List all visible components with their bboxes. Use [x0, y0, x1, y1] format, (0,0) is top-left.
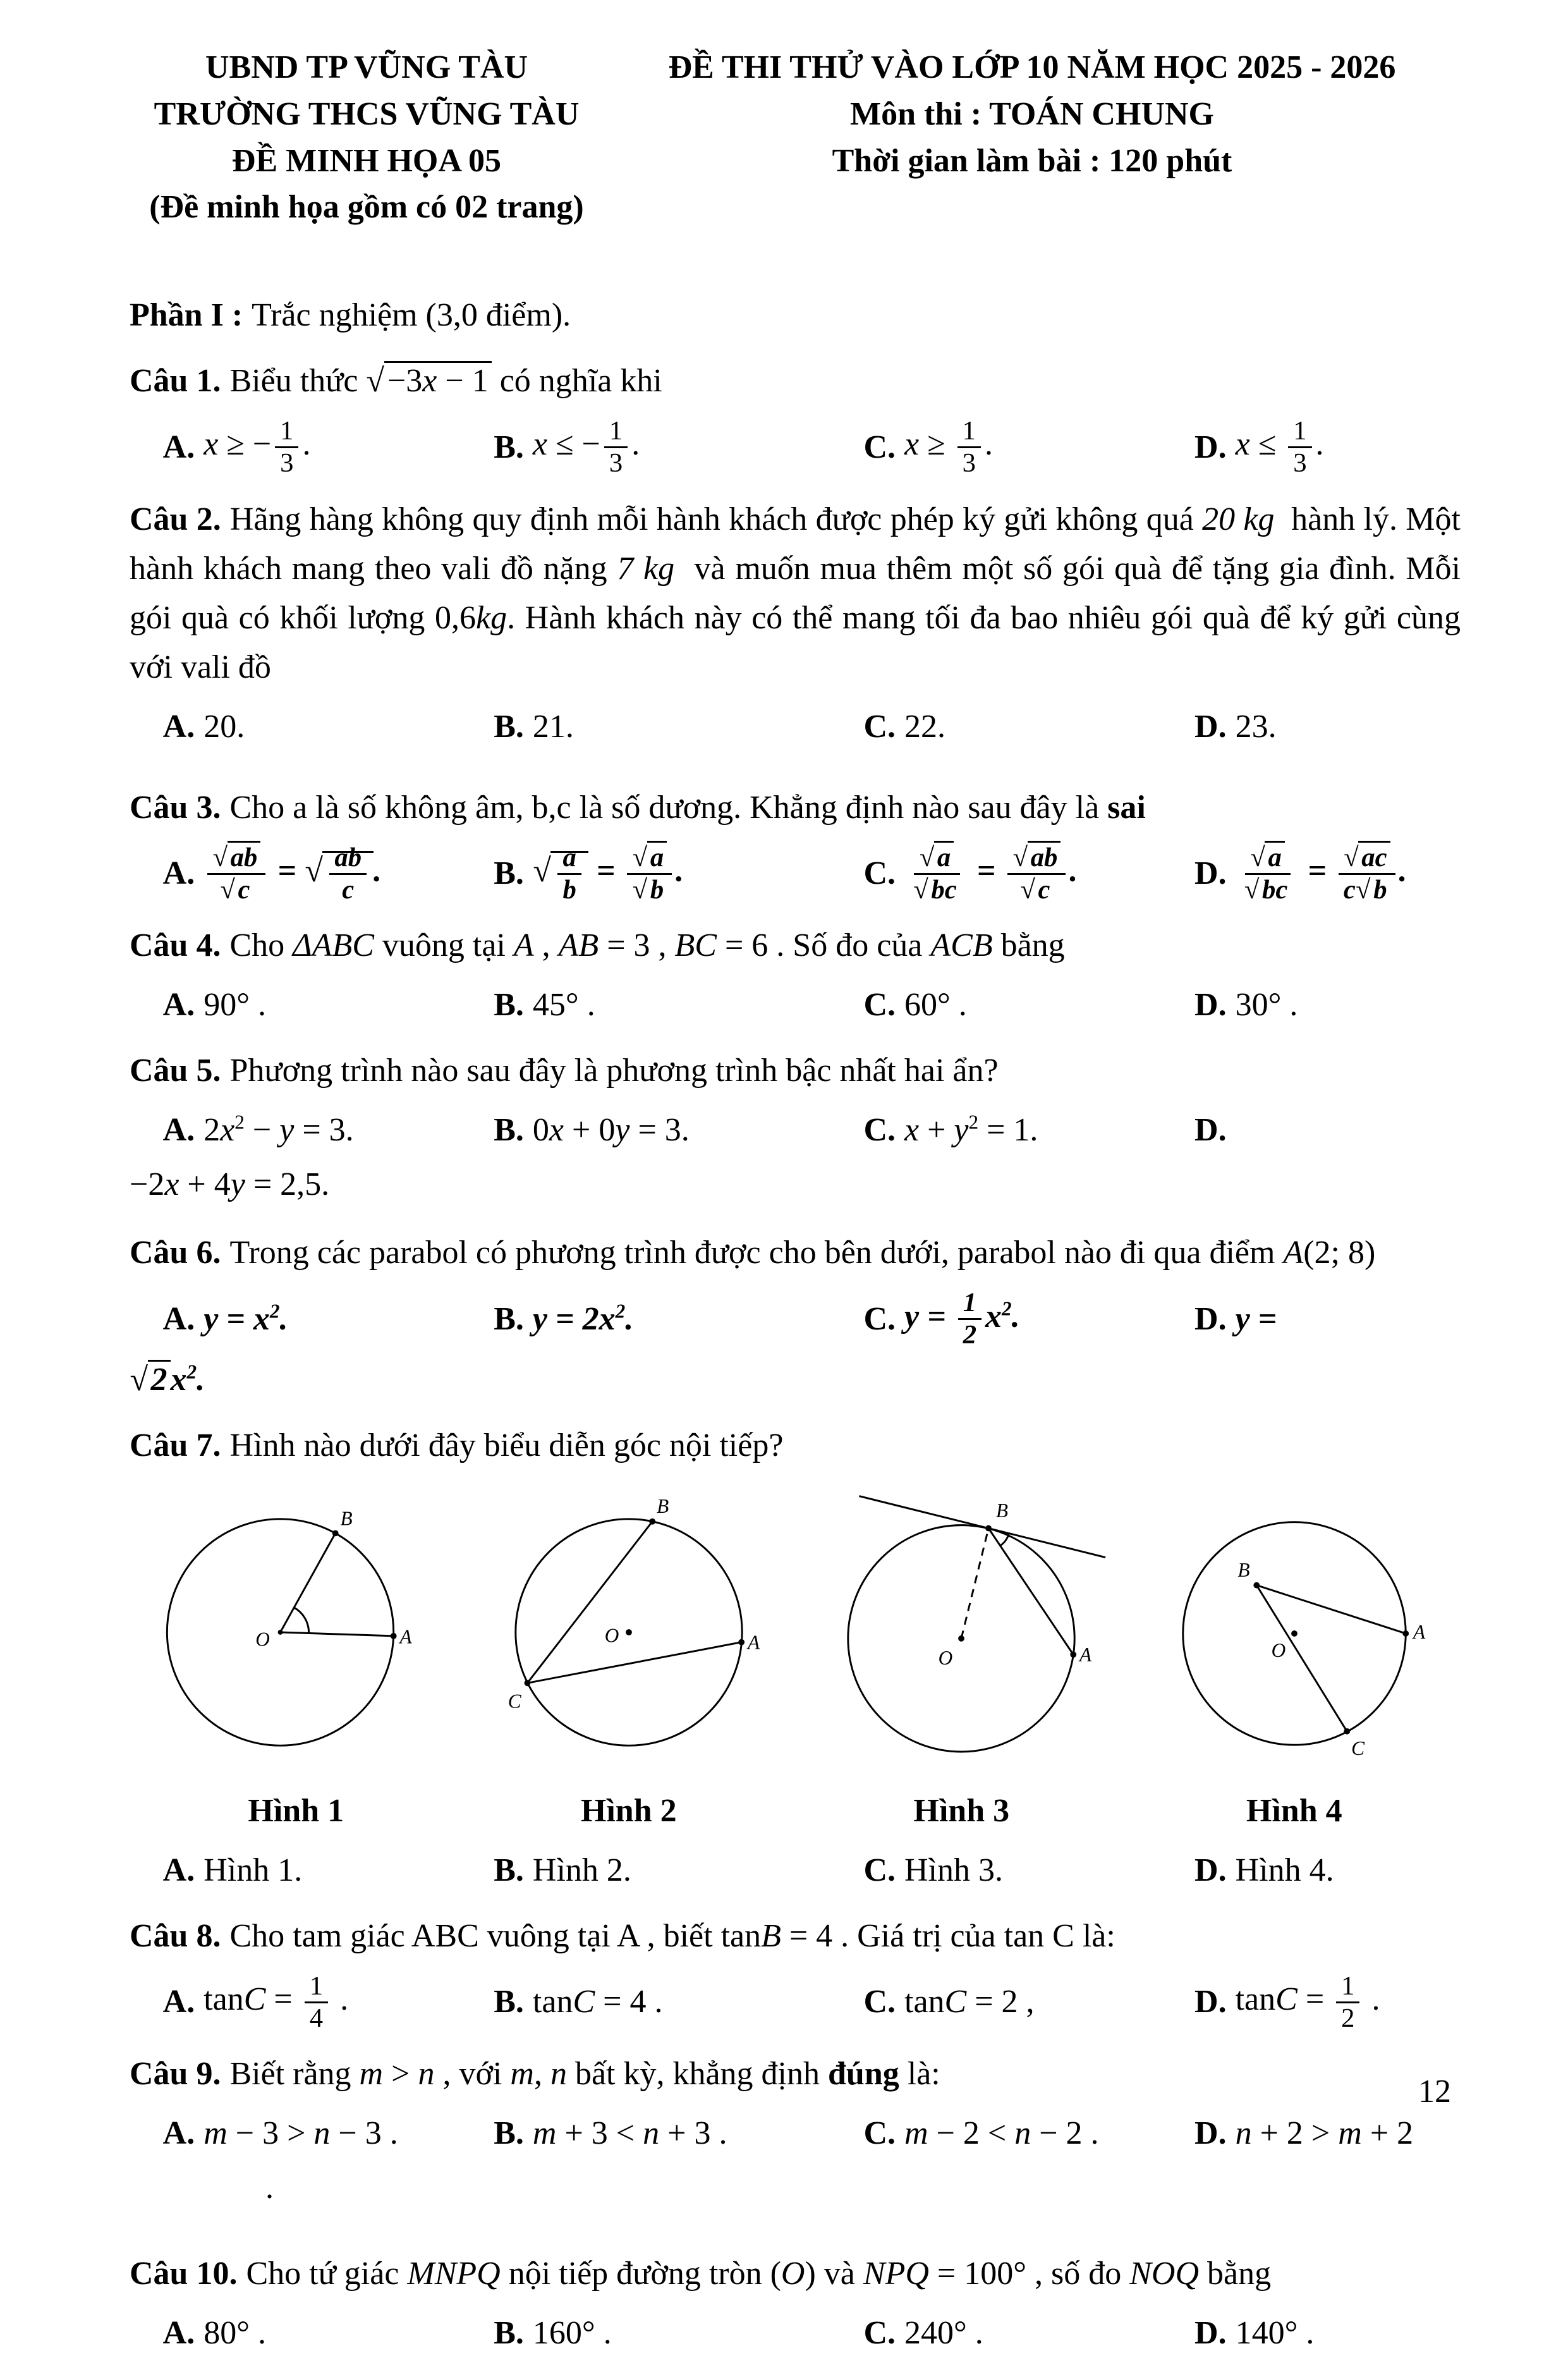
question-10-option-c [863, 2309, 1194, 2358]
option-value: n + 2 > m + 2 [1235, 2115, 1414, 2152]
section-title-bold: Phần I : [130, 297, 243, 334]
caption-hinh-3: Hình 3 [913, 1792, 1010, 1829]
header-left-block [130, 44, 604, 231]
question-5-line [130, 1046, 1461, 1096]
option-value: y = $\frac{1}{2}$ $x^2$. [904, 1288, 1020, 1350]
question-8-option-c [863, 1977, 1194, 2027]
question-7-figures [130, 1487, 1461, 1778]
option-value: √ $\frac{a}{b}$ = $\frac{√ a}{√ b}$ . [533, 843, 684, 905]
exam-duration: Thời gian làm bài : 120 phút [832, 142, 1232, 179]
question-2-option-b [494, 702, 863, 752]
circle-interior-vertex-figure [1146, 1487, 1443, 1778]
figure-hinh-1 [130, 1487, 463, 1778]
exam-content [130, 291, 1461, 2358]
circle-inscribed-angle-figure [480, 1487, 777, 1778]
question-4-text: Cho ΔABC vuông tại A , AB = 3 , BC = 6 . Số đo của ACB bằng [229, 927, 1065, 964]
question-1 [130, 357, 1461, 479]
question-5-option-b [494, 1106, 863, 1155]
option-letter: B. [494, 2315, 524, 2352]
question-9-text: Biết rằng m > n , với m, n bất kỳ, khẳng định đúng là: [229, 2056, 940, 2092]
option-letter: B. [494, 429, 524, 465]
question-4-line [130, 921, 1461, 970]
exam-code: ĐỀ MINH HỌA 05 [231, 142, 502, 179]
option-value: x ≥ − $\frac{1}{3}$ . [204, 416, 311, 479]
option-value: 90° . [204, 987, 266, 1023]
question-1-number: Câu 1. [130, 363, 221, 400]
option-value: $x + y^2 = 1$. [904, 1111, 1038, 1149]
header-right-block [604, 44, 1461, 231]
option-value: m + 3 < n + 3 . [532, 2115, 727, 2152]
question-5-option-d-continuation: −2x + 4y = 2,5. [130, 1166, 330, 1203]
question-7-text: Hình nào dưới đây biểu diễn góc nội tiếp? [229, 1427, 784, 1463]
option-letter: A. [162, 1984, 195, 2020]
caption-hinh-4: Hình 4 [1246, 1792, 1342, 1829]
option-letter: A. [162, 1112, 195, 1149]
page-number: 12 [1418, 2074, 1451, 2110]
question-8 [130, 1912, 1461, 2034]
option-letter: A. [162, 1852, 195, 1888]
question-7-option-d [1194, 1846, 1461, 1895]
question-6-option-d-continuation: $√2x^2$. [130, 1360, 205, 1398]
option-value: Hình 4. [1235, 1852, 1334, 1888]
option-letter: B. [494, 855, 524, 892]
option-letter: C. [863, 1852, 896, 1888]
question-8-line [130, 1912, 1461, 1961]
circle-tangent-chord-figure [813, 1487, 1110, 1778]
question-9-number: Câu 9. [130, 2056, 221, 2092]
question-10-options [130, 2309, 1461, 2358]
option-value: $\frac{√ ab}{√ c}$ = √ $\frac{ab}{c}$ . [204, 843, 382, 905]
question-4 [130, 921, 1461, 1030]
option-value: 60° . [904, 987, 967, 1023]
question-7-number: Câu 7. [130, 1427, 221, 1463]
option-letter: B. [494, 987, 524, 1023]
question-9-option-d [1194, 2109, 1461, 2158]
option-letter: D. [1194, 855, 1227, 892]
question-8-option-a [163, 1971, 494, 2034]
question-3-option-c [863, 843, 1194, 905]
option-letter: A. [162, 429, 195, 465]
question-3-line [130, 783, 1461, 833]
question-8-options [130, 1971, 1461, 2034]
option-value: $2x^2 - y = 3$. [204, 1111, 354, 1149]
option-value: tanC = $\frac{1}{4}$ . [204, 1970, 349, 2033]
option-letter: C. [863, 2315, 896, 2352]
question-7-option-c [863, 1846, 1194, 1895]
figure-hinh-2 [463, 1487, 796, 1778]
question-2-text: Hãng hàng không quy định mỗi hành khách được phép ký gửi không quá 20 kg hành lý. Một hành khách mang theo vali đồ nặng 7 kg và muốn mua thêm một số gói quà để tặng gia đình. Mỗi gói quà có khối lượng 0,6kg. Hành khách này có thể mang tối đa bao nhiêu gói quà để ký gửi cùng với vali đồ [130, 501, 1461, 685]
question-2-option-d [1194, 702, 1461, 752]
option-letter: C. [863, 987, 896, 1023]
question-6-text: Trong các parabol có phương trình được cho bên dưới, parabol nào đi qua điểm A(2; 8) [229, 1235, 1376, 1271]
option-letter: D. [1194, 2315, 1227, 2352]
question-3 [130, 783, 1461, 905]
question-6-line [130, 1228, 1461, 1278]
question-1-option-c [863, 416, 1194, 479]
question-7 [130, 1421, 1461, 1895]
point-label-o: O [938, 1646, 953, 1669]
question-7-option-b [494, 1846, 863, 1895]
question-6-option-b [494, 1295, 863, 1344]
question-6-option-d [1194, 1295, 1461, 1344]
question-8-option-d [1194, 1971, 1461, 2034]
option-letter: D. [1194, 429, 1227, 465]
section-title-rest: Trắc nghiệm (3,0 điểm). [252, 297, 571, 334]
point-label-b: B [340, 1507, 353, 1530]
question-10-line [130, 2249, 1461, 2299]
option-letter: A. [162, 2315, 195, 2352]
option-letter: D. [1194, 708, 1227, 745]
option-value: 0x + 0y = 3. [532, 1112, 690, 1149]
point-label-b: B [1237, 1558, 1250, 1581]
option-value: 80° . [204, 2315, 266, 2352]
option-value: m − 3 > n − 3 . [204, 2115, 398, 2152]
option-letter: C. [863, 855, 896, 892]
option-letter: A. [162, 987, 195, 1023]
option-letter: D. [1194, 1852, 1227, 1888]
caption-hinh-2: Hình 2 [580, 1792, 677, 1829]
question-10-text: Cho tứ giác MNPQ nội tiếp đường tròn (O) và NPQ = 100° , số đo NOQ bằng [246, 2256, 1272, 2292]
option-letter: C. [863, 708, 896, 745]
figure-hinh-3 [795, 1487, 1128, 1778]
question-3-number: Câu 3. [130, 789, 221, 826]
option-letter: C. [863, 1112, 896, 1149]
option-value: x ≥ $\frac{1}{3}$ . [904, 416, 993, 479]
issuing-authority: UBND TP VŨNG TÀU [205, 49, 528, 85]
exam-subject: Môn thi : TOÁN CHUNG [850, 95, 1214, 132]
question-5-number: Câu 5. [130, 1053, 221, 1089]
question-2-number: Câu 2. [130, 501, 221, 537]
option-value: 160° . [532, 2315, 612, 2352]
option-letter: D. [1194, 1984, 1227, 2020]
point-label-a: A [1079, 1643, 1092, 1666]
point-label-b: B [996, 1499, 1009, 1522]
question-8-text: Cho tam giác ABC vuông tại A , biết tanB = 4 . Giá trị của tan C là: [229, 1917, 1115, 1954]
question-10-option-a [163, 2309, 494, 2358]
question-8-option-b [494, 1977, 863, 2027]
option-value: $\frac{√ a}{√ bc}$ = $\frac{√ ab}{√ c}$ . [904, 843, 1078, 905]
option-value: 22. [904, 708, 945, 745]
point-label-b: B [656, 1494, 669, 1517]
option-letter: B. [494, 708, 524, 745]
question-2-option-c [863, 702, 1194, 752]
question-5-options [130, 1106, 1461, 1155]
figure-hinh-4 [1128, 1487, 1461, 1778]
point-label-a: A [399, 1625, 412, 1648]
point-label-o: O [604, 1624, 619, 1647]
question-3-option-a [163, 843, 494, 905]
option-value: m − 2 < n − 2 . [904, 2115, 1099, 2152]
option-letter: D. [1194, 1112, 1227, 1149]
option-value: x ≤ − $\frac{1}{3}$ . [532, 416, 640, 479]
option-letter: C. [863, 429, 896, 465]
option-value: $y = 2x^2$. [532, 1300, 634, 1337]
question-9-option-a [163, 2109, 494, 2158]
point-label-c: C [507, 1690, 521, 1713]
option-value: 45° . [532, 987, 595, 1023]
question-4-option-b [494, 980, 863, 1030]
question-9-trailing-period: . [265, 2170, 274, 2206]
circle-central-angle-figure [147, 1487, 444, 1778]
question-1-text: Biểu thức √−3x − 1 có nghĩa khi [229, 361, 662, 399]
point-label-o: O [1271, 1639, 1286, 1661]
question-9-option-c [863, 2109, 1194, 2158]
option-letter: D. [1194, 1300, 1227, 1337]
question-2-line [130, 495, 1461, 692]
option-letter: A. [162, 1300, 195, 1337]
option-value: 21. [532, 708, 574, 745]
question-10-option-b [494, 2309, 863, 2358]
option-value: Hình 2. [532, 1852, 631, 1888]
option-letter: A. [162, 855, 195, 892]
option-value: 140° . [1235, 2315, 1315, 2352]
option-value: 30° . [1235, 987, 1298, 1023]
question-4-number: Câu 4. [130, 927, 221, 964]
point-label-a: A [747, 1631, 760, 1654]
question-8-number: Câu 8. [130, 1917, 221, 1954]
option-letter: D. [1194, 987, 1227, 1023]
question-7-option-a [163, 1846, 494, 1895]
option-value: 23. [1235, 708, 1277, 745]
question-9 [130, 2050, 1461, 2213]
point-label-c: C [1351, 1737, 1364, 1759]
question-1-line [130, 357, 1461, 406]
question-9-option-b [494, 2109, 863, 2158]
option-letter: B. [494, 1984, 524, 2020]
question-6-option-c [863, 1288, 1194, 1350]
question-5-text: Phương trình nào sau đây là phương trình bậc nhất hai ẩn? [229, 1053, 999, 1089]
question-6-options [130, 1288, 1461, 1350]
figure-captions [130, 1787, 1461, 1836]
option-letter: D. [1194, 2115, 1227, 2152]
question-9-options [130, 2109, 1461, 2158]
question-2-options [130, 702, 1461, 752]
option-letter: B. [494, 1300, 524, 1337]
question-3-options [130, 843, 1461, 905]
option-value: Hình 3. [904, 1852, 1003, 1888]
question-5-option-a [163, 1106, 494, 1155]
school-name: TRƯỜNG THCS VŨNG TÀU [154, 95, 580, 132]
option-value: $\frac{√ a}{√ bc}$ = $\frac{√ ac}{c√ b}$ . [1236, 843, 1407, 905]
exam-title: ĐỀ THI THỬ VÀO LỚP 10 NĂM HỌC 2025 - 2026 [668, 49, 1396, 85]
point-label-a: A [1413, 1620, 1425, 1643]
caption-hinh-1: Hình 1 [248, 1792, 344, 1829]
question-4-option-a [163, 980, 494, 1030]
question-5-option-c [863, 1106, 1194, 1155]
question-10-number: Câu 10. [130, 2256, 238, 2292]
option-value: tanC = 2 , [904, 1984, 1035, 2020]
option-value: 240° . [904, 2315, 983, 2352]
question-6-number: Câu 6. [130, 1235, 221, 1271]
question-9-line [130, 2050, 1461, 2099]
question-10-option-d [1194, 2309, 1461, 2358]
question-7-options [130, 1846, 1461, 1895]
question-5 [130, 1046, 1461, 1209]
question-4-option-d [1194, 980, 1461, 1030]
option-letter: B. [494, 1112, 524, 1149]
question-3-text: Cho a là số không âm, b,c là số dương. Khẳng định nào sau đây là sai [229, 789, 1146, 826]
question-1-option-a [163, 416, 494, 479]
question-10 [130, 2249, 1461, 2358]
option-letter: A. [162, 708, 195, 745]
option-value: $y = x^2$. [204, 1300, 288, 1337]
option-letter: C. [863, 1984, 896, 2020]
option-value: tanC = 4 . [532, 1984, 663, 2020]
page-count-note: (Đề minh họa gồm có 02 trang) [149, 189, 584, 226]
option-value: x ≤ $\frac{1}{3}$ . [1235, 416, 1324, 479]
question-2-option-a [163, 702, 494, 752]
question-2 [130, 495, 1461, 752]
option-value: y = [1235, 1300, 1277, 1337]
question-6-option-a [163, 1295, 494, 1344]
question-3-option-b [494, 843, 863, 905]
question-1-option-d [1194, 416, 1461, 479]
option-letter: C. [863, 2115, 896, 2152]
question-1-option-b [494, 416, 863, 479]
option-letter: B. [494, 2115, 524, 2152]
option-letter: A. [162, 2115, 195, 2152]
option-value: tanC = $\frac{1}{2}$ . [1235, 1970, 1380, 2033]
question-7-line [130, 1421, 1461, 1470]
point-label-o: O [255, 1628, 270, 1651]
question-5-option-d [1194, 1106, 1461, 1155]
option-value: Hình 1. [204, 1852, 303, 1888]
question-4-option-c [863, 980, 1194, 1030]
option-letter: B. [494, 1852, 524, 1888]
question-3-option-d [1194, 843, 1461, 905]
question-6 [130, 1228, 1461, 1405]
question-1-options [130, 416, 1461, 479]
question-4-options [130, 980, 1461, 1030]
exam-header [130, 44, 1461, 231]
option-letter: C. [863, 1300, 896, 1337]
section-title [130, 291, 1461, 340]
option-value: 20. [204, 708, 245, 745]
